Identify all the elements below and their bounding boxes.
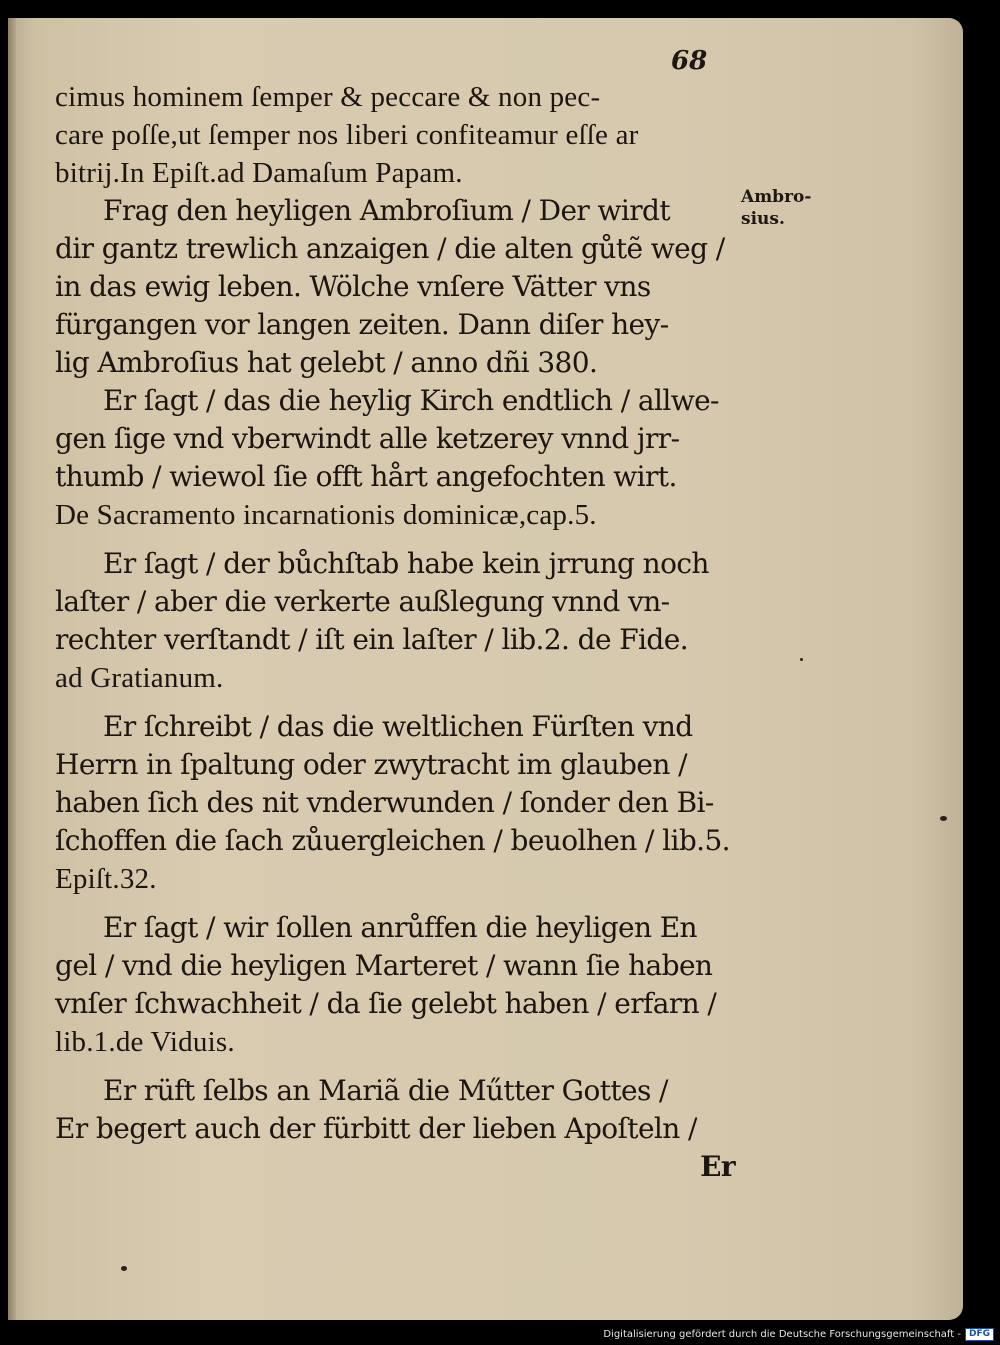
ink-speck [940,816,947,821]
page-number: 68 [671,46,708,76]
text-line: vnſer ſchwachheit / da ſie gelebt haben / erfarn / [55,987,717,1020]
text-line: lig Ambroſius hat gelebt / anno dñi 380. [55,346,598,379]
paragraph-gap [55,697,745,708]
page-gutter-shadow [8,18,16,1320]
margin-note [741,186,811,230]
text-line: Er ſagt / wir ſollen anrůffen die heyligen En [103,911,697,944]
text-line: Er ſchreibt / das die weltlichen Fürſten vnd [103,710,693,743]
text-line: in das ewig leben. Wölche vnſere Vätter vns [55,270,651,303]
paragraph-gap [55,534,745,545]
text-line: haben ſich des nit vnderwunden / ſonder den Bi- [55,786,714,819]
dfg-logo: DFG [965,1328,994,1341]
text-line: bitrij.In Epiſt.ad Damaſum Papam. [55,157,463,189]
text-line: ſchoffen die ſach zůuergleichen / beuolhen / lib.5. [55,824,730,857]
text-line: Er ſagt / der bůchſtab habe kein jrrung noch [103,547,709,580]
text-line: Herrn in ſpaltung oder zwytracht im glauben / [55,748,687,781]
margin-note-line: Ambro- [741,187,812,207]
text-line: laſter / aber die verkerte außlegung vnnd vn- [55,585,670,618]
text-line: care poſſe,ut ſemper nos liberi confiteamur eſſe ar [55,119,639,151]
margin-note-line: sius. [741,209,785,229]
catchword: Er [700,1150,735,1183]
text-line: gel / vnd die heyligen Marteret / wann ſie haben [55,949,713,982]
book-page [8,18,963,1320]
text-line: gen ſige vnd vberwindt alle ketzerey vnnd jrr- [55,422,680,455]
text-line: Er rüft ſelbs an Mariã die Műtter Gottes / [103,1074,668,1107]
text-line: fürgangen vor langen zeiten. Dann diſer hey- [55,308,669,341]
text-line: Er ſagt / das die heylig Kirch endtlich / allwe- [103,384,719,417]
text-line: Epiſt.32. [55,863,157,895]
ink-speck [800,658,803,661]
text-line: thumb / wiewol ſie offt hårt angefochten wirt. [55,460,677,493]
text-line: rechter verſtandt / iſt ein laſter / lib.2. de Fide. [55,623,689,656]
paragraph-gap [55,1061,745,1072]
credit-text: Digitalisierung gefördert durch die Deutsche Forschungsgemeinschaft - [603,1329,961,1340]
body-text [55,78,745,1186]
text-line: dir gantz trewlich anzaigen / die alten gůtẽ weg / [55,232,725,265]
paragraph-gap [55,898,745,909]
text-line: Frag den heyligen Ambroſium / Der wirdt [103,194,670,227]
digitization-credit [603,1328,994,1341]
text-line: lib.1.de Viduis. [55,1026,235,1058]
text-line: De Sacramento incarnationis dominicæ,cap.5. [55,499,597,531]
text-line: cimus hominem ſemper & peccare & non pec- [55,81,601,113]
ink-speck [121,1266,127,1271]
text-line: ad Gratianum. [55,662,224,694]
text-line: Er begert auch der fürbitt der lieben Apoſteln / [55,1112,697,1145]
